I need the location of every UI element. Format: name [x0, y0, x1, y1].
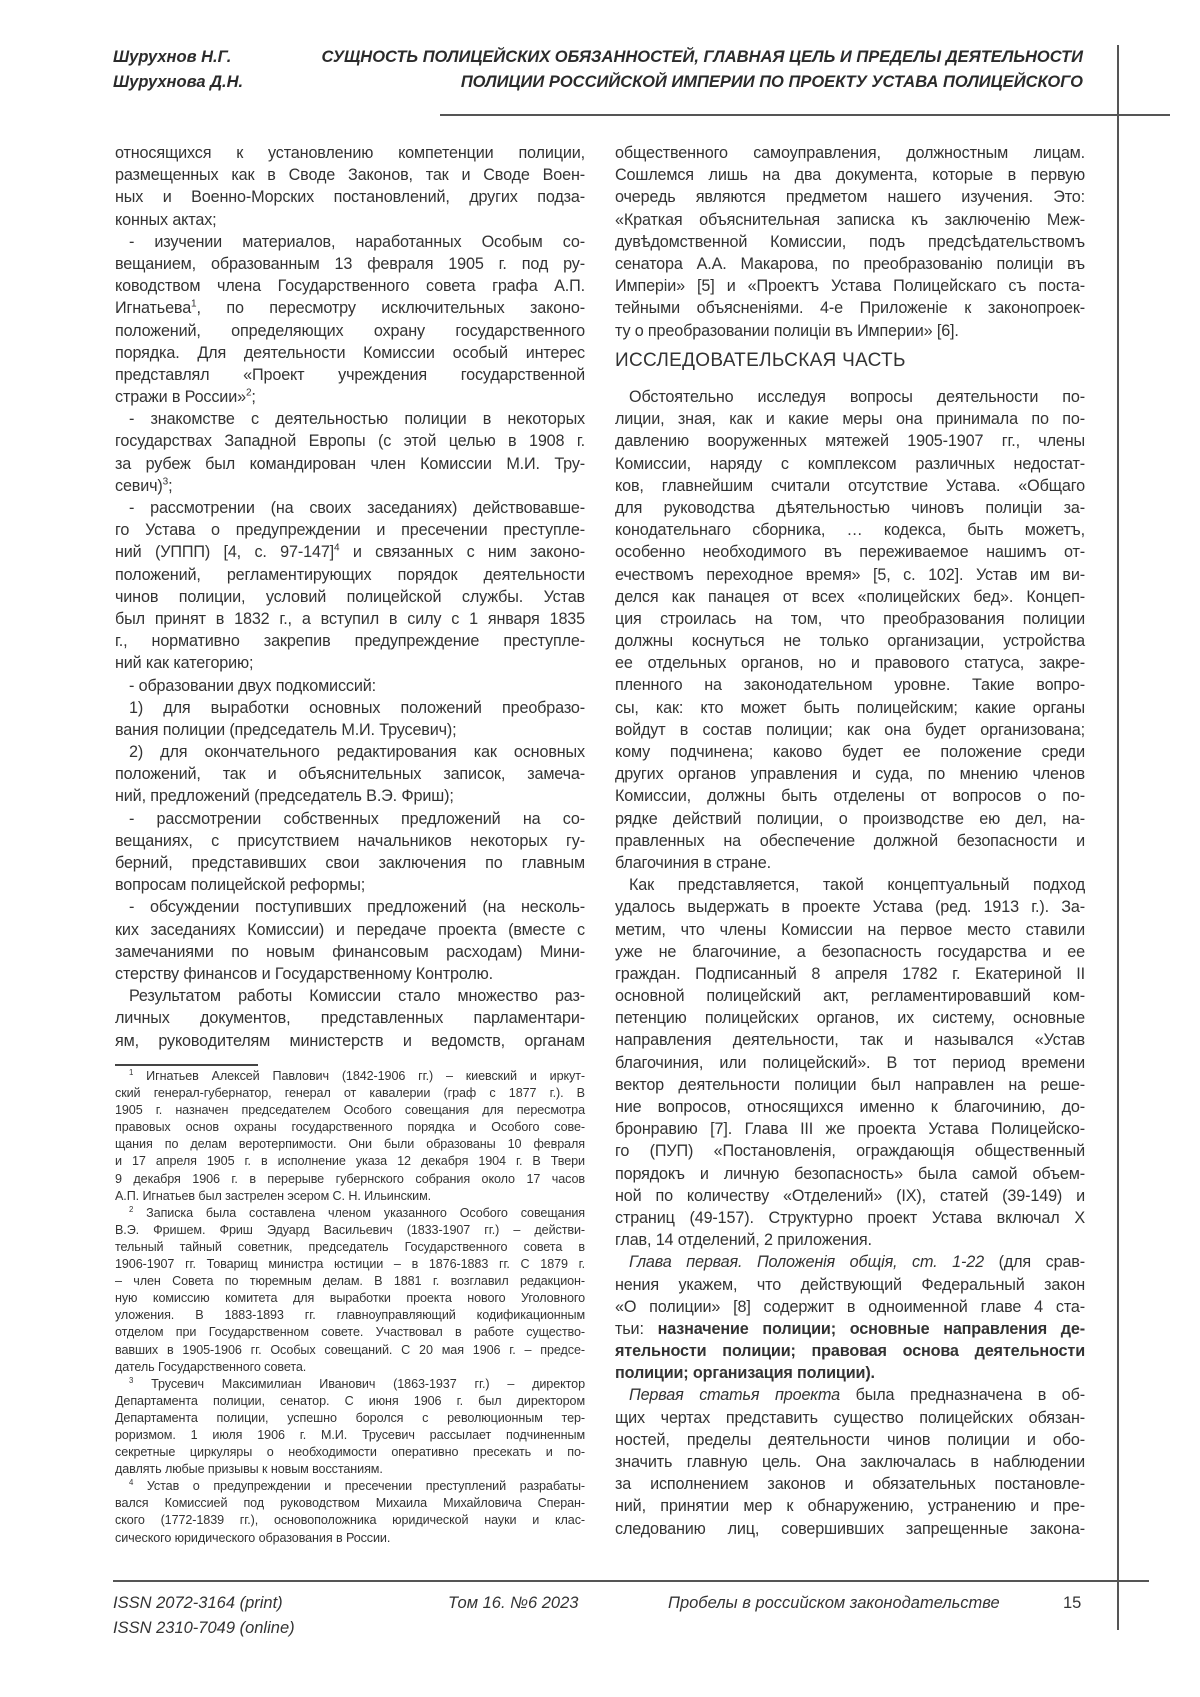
text-line: 1905 г. назначен председателем Особого совещания для пересмотра [115, 1102, 585, 1119]
text-line: основной полицейский акт, регламентировавший ком- [615, 985, 1085, 1007]
text-line: вавших в 1905-1906 гг. Особых совещаний. С 20 мая 1906 г. – предсе- [115, 1342, 585, 1359]
bold-text: ятельности полиции; правовая основа деятельности [615, 1342, 1085, 1360]
text-run: Игнатьев Алексей Павлович (1842-1906 гг.) – киевский и иркут- [133, 1069, 585, 1083]
text-line: правовых основ охраны государственного порядка и Особого сове- [115, 1119, 585, 1136]
text-line: чинов полиции, условий полицейской службы. Устав [115, 586, 585, 608]
text-line: ский генерал-губернатор, генерал от кавалерии (граф с 1877 г.). В [115, 1085, 585, 1102]
footnote-marker: 2 [129, 1205, 133, 1214]
footnotes [115, 1068, 585, 1547]
text-line: А.П. Игнатьев был застрелен эсером С. Н. Ильинским. [115, 1188, 585, 1205]
text-line: вания полиции (председатель М.И. Трусевич); [115, 719, 585, 741]
text-line: должны коснуться не только организации, устройства [615, 630, 1085, 652]
text-line: давлять любые призывы к новым восстаниям. [115, 1461, 585, 1478]
text-line: роризмом. 1 июля 1906 г. М.И. Трусевич рассылает подчиненным [115, 1427, 585, 1444]
text-line: давлению вооруженных мятежей 1905-1907 гг., члены [615, 430, 1085, 452]
text-line: кому подчинена; каково будет ее положение среди [615, 741, 1085, 763]
text-line: вался Комиссией под руководством Михаила Михайловича Сперан- [115, 1495, 585, 1512]
text-line: Комиссии, должны быть отделены от вопросов о по- [615, 785, 1085, 807]
text-line: благочиния в стране. [615, 852, 1085, 874]
text-line: ких заседаниях Комиссии) и передаче проекта (вместе с [115, 919, 585, 941]
text-line: Результатом работы Комиссии стало множество раз- [115, 985, 585, 1007]
right-column-intro [615, 142, 1085, 342]
text-run: тьи: [615, 1320, 658, 1338]
text-line: глав, 14 отделений, 2 приложения. [615, 1229, 1085, 1251]
text-line: делся как панацея от всех «полицейских бед». Концеп- [615, 586, 1085, 608]
text-line: - изучении материалов, наработанных Особым со- [115, 231, 585, 253]
text-line: бронравию [7]. Глава III же проекта Устава Полицейско- [615, 1118, 1085, 1140]
text-line [615, 1384, 1085, 1406]
text-run: севич) [115, 477, 163, 495]
text-line: направления деятельности, так и назывался «Устав [615, 1029, 1085, 1051]
text-line: - рассмотрении (на своих заседаниях) действовавше- [115, 497, 585, 519]
text-line: «О полиции» [8] содержит в одноименной главе 4 ста- [615, 1296, 1085, 1318]
text-line: «Краткая объяснительная записка къ заключенію Меж- [615, 209, 1085, 231]
text-line: уложения. В 1883-1893 гг. главноуправляющий кодификационным [115, 1307, 585, 1324]
text-line: рядке действий полиции, о производстве ею дел, на- [615, 808, 1085, 830]
text-line: лиции, зная, как и какие меры она принимала по по- [615, 408, 1085, 430]
text-line: страниц (49-157). Структурно проект Устава включал X [615, 1207, 1085, 1229]
footnote-marker: 4 [129, 1478, 133, 1487]
text-line: – член Совета по тюремным делам. В 1881 г. возглавил редакцион- [115, 1273, 585, 1290]
text-line: 9 декабря 1906 г. в перерыве губернского собрания около 17 часов [115, 1171, 585, 1188]
bold-text: назначение полиции; основные направления де- [658, 1320, 1085, 1338]
text-line: - рассмотрении собственных предложений на со- [115, 808, 585, 830]
text-line: положений, определяющих охрану государственного [115, 320, 585, 342]
text-line [115, 1376, 585, 1393]
page-number: 15 [1063, 1594, 1081, 1613]
text-line: 1906-1907 гг. Товарищ министра юстиции – в 1876-1883 гг. С 1879 г. [115, 1256, 585, 1273]
text-line [115, 386, 585, 408]
footnote-marker: 1 [191, 299, 196, 310]
text-line: конодательнаго сборника, … кодекса, быть можетъ, [615, 519, 1085, 541]
text-line: общественного самоуправления, должностным лицам. [615, 142, 1085, 164]
text-line: 2) для окончательного редактирования как основных [115, 741, 585, 763]
text-line: очередь являются предметом нашего изучения. Это: [615, 186, 1085, 208]
text-line [615, 1251, 1085, 1273]
text-line: особенно необходимого въ переживаемое нашимъ от- [615, 541, 1085, 563]
footer-journal-title: Пробелы в российском законодательстве [668, 1594, 1000, 1613]
text-line: был принят в 1832 г., а вступил в силу с 1 января 1835 [115, 608, 585, 630]
text-line: пленного на законодательном уровне. Такие вопро- [615, 674, 1085, 696]
text-run: (для срав- [984, 1253, 1085, 1271]
text-line: вопросам полицейской реформы; [115, 874, 585, 896]
text-line: за рубеж был командирован член Комиссии М.И. Тру- [115, 453, 585, 475]
text-line [615, 1362, 1085, 1384]
text-line: Сошлемся лишь на два документа, которые в первую [615, 164, 1085, 186]
running-header-line-2 [113, 73, 1083, 92]
text-line: датель Государственного совета. [115, 1359, 585, 1376]
text-line: дувѣдомственной Комиссии, подъ предсѣдательствомъ [615, 231, 1085, 253]
text-run: Трусевич Максимилиан Иванович (1863-1937 гг.) – директор [133, 1377, 585, 1391]
text-line [115, 1205, 585, 1222]
text-line: следованию лиц, совершивших запрещенные закона- [615, 1518, 1085, 1540]
text-line: секретные циркуляры о необходимости оперативно пресекать и по- [115, 1444, 585, 1461]
text-line [115, 541, 585, 563]
section-heading: ИССЛЕДОВАТЕЛЬСКАЯ ЧАСТЬ [615, 350, 906, 372]
text-line: удалось выдержать в проекте Устава (ред. 1913 г.). За- [615, 896, 1085, 918]
running-header-line-1 [113, 48, 1083, 67]
text-run: ; [168, 477, 172, 495]
text-line: граждан. Подписанный 8 апреля 1782 г. Екатериной II [615, 963, 1085, 985]
text-line: тейными объясненіями. 4-е Приложеніе к законопроек- [615, 297, 1085, 319]
text-line: благочиния, или полицейский». В тот период времени [615, 1052, 1085, 1074]
text-line: Как представляется, такой концептуальный подход [615, 874, 1085, 896]
text-line: 1) для выработки основных положений преобразо- [115, 697, 585, 719]
text-line: относящихся к установлению компетенции полиции, [115, 142, 585, 164]
text-line: Имперіи» [5] и «Проектъ Устава Полицейскаго съ поста- [615, 275, 1085, 297]
text-run: ний (УППП) [4, с. 97-147] [115, 543, 334, 561]
text-line: государствах Западной Европы (с этой целью в 1908 г. [115, 430, 585, 452]
margin-vertical-rule [1117, 45, 1119, 1630]
text-line: В.Э. Фришем. Фриш Эдуард Васильевич (1833-1907 гг.) – действи- [115, 1222, 585, 1239]
text-line: других органов управления и суда, по мнению членов [615, 763, 1085, 785]
text-line: положений, регламентирующих порядок деятельности [115, 564, 585, 586]
text-line: - знакомстве с деятельностью полиции в некоторых [115, 408, 585, 430]
text-line: ту о преобразовании полиціи въ Империи» [6]. [615, 320, 1085, 342]
text-line: ний, предложений (председатель В.Э. Фриш); [115, 785, 585, 807]
text-line: го Устава о предупреждении и пресечении преступле- [115, 519, 585, 541]
bold-text: полиции; организация полиции). [615, 1364, 875, 1382]
text-line: Комиссии, наряду с комплексом различных недостат- [615, 453, 1085, 475]
text-line: ечествомъ переходное время» [5, с. 102]. Устав им ви- [615, 564, 1085, 586]
text-line: ной по количеству «Отделений» (IX), статей (39-149) и [615, 1185, 1085, 1207]
footnote-marker: 1 [129, 1068, 133, 1077]
text-run: Игнатьева [115, 299, 191, 317]
text-line: конных актах; [115, 209, 585, 231]
text-line: войдут в состав полиции; как она будет организована; [615, 719, 1085, 741]
text-line: положений, так и объяснительных записок, замеча- [115, 763, 585, 785]
text-line: ний, принятии мер к обнаружению, устранению и пре- [615, 1495, 1085, 1517]
text-line [615, 1340, 1085, 1362]
text-run: Записка была составлена членом указанного Особого совещания [133, 1206, 585, 1220]
text-line: вещанием, образованным 13 февраля 1905 г. под ру- [115, 253, 585, 275]
text-line: вектор деятельности полиции был направлен на реше- [615, 1074, 1085, 1096]
text-line [615, 1318, 1085, 1340]
footnote-separator [115, 1064, 258, 1066]
text-line [115, 475, 585, 497]
text-line: ний как категорию; [115, 652, 585, 674]
text-line: представлял «Проект учреждения государственной [115, 364, 585, 386]
text-line: личных документов, представленных парламентари- [115, 1007, 585, 1029]
text-line: тельный тайный советник, председатель Государственного совета в [115, 1239, 585, 1256]
text-line: размещенных как в Своде Законов, так и Своде Воен- [115, 164, 585, 186]
text-line: г., нормативно закрепив предупреждение преступле- [115, 630, 585, 652]
text-line [115, 297, 585, 319]
text-line: ков, главнейшим считали отсутствие Устава. «Общаго [615, 475, 1085, 497]
text-line: ководством члена Государственного совета графа А.П. [115, 275, 585, 297]
text-line: сенатора А.А. Макарова, по преобразованію полиціи въ [615, 253, 1085, 275]
text-run: и связанных с ним законо- [339, 543, 585, 561]
text-line [115, 1478, 585, 1495]
footnote-marker: 3 [129, 1376, 133, 1385]
text-line: порядка. Для деятельности Комиссии особый интерес [115, 342, 585, 364]
header-author-1: Шурухнов Н.Г. [113, 48, 231, 67]
text-run: , по пересмотру исключительных законо- [196, 299, 585, 317]
text-line: ных и Военно-Морских постановлений, других подза- [115, 186, 585, 208]
text-line: сического юридического образования в России. [115, 1530, 585, 1547]
right-column-body [615, 386, 1085, 1540]
footer-volume: Том 16. №6 2023 [448, 1594, 578, 1613]
text-line: для руководства дѣятельностью чиновъ полиціи за- [615, 497, 1085, 519]
text-line: уже не благочиние, а безопасность государства и ее [615, 941, 1085, 963]
text-line: Департамента полиции, сенатор. С июня 1906 г. был директором [115, 1393, 585, 1410]
footer-issn-print: ISSN 2072-3164 (print) [113, 1594, 283, 1613]
text-line: метим, что члены Комиссии на первое место ставили [615, 919, 1085, 941]
text-line: ского (1772-1839 гг.), основоположника юридической науки и клас- [115, 1512, 585, 1529]
text-line: нения укажем, что действующий Федеральный закон [615, 1274, 1085, 1296]
text-line: - обсуждении поступивших предложений (на несколь- [115, 896, 585, 918]
text-line: и 17 апреля 1905 г. в исполнение указа 12 декабря 1904 г. В Твери [115, 1153, 585, 1170]
text-run: стражи в России» [115, 388, 246, 406]
text-line: щих чертах представить существо полицейских обязан- [615, 1407, 1085, 1429]
left-column-body [115, 142, 585, 1052]
text-line: ную комиссию комитета для выработки проекта нового Уголовного [115, 1290, 585, 1307]
text-line: порядокъ и личную безопасность» была самой объем- [615, 1163, 1085, 1185]
header-title-line-1: СУЩНОСТЬ ПОЛИЦЕЙСКИХ ОБЯЗАННОСТЕЙ, ГЛАВНАЯ ЦЕЛЬ И ПРЕДЕЛЫ ДЕЯТЕЛЬНОСТИ [322, 48, 1083, 67]
text-line: стерству финансов и Государственному Контролю. [115, 963, 585, 985]
text-line: правленных на обеспечение должной безопасности и [615, 830, 1085, 852]
text-line: го (ПУП) «Постановленія, ограждающія общественный [615, 1140, 1085, 1162]
header-title-line-2: ПОЛИЦИИ РОССИЙСКОЙ ИМПЕРИИ ПО ПРОЕКТУ УСТАВА ПОЛИЦЕЙСКОГО [461, 73, 1083, 92]
italic-text: Глава первая. Положенія общія, ст. 1-22 [629, 1253, 984, 1271]
header-author-2: Шурухнова Д.Н. [113, 73, 243, 92]
text-line: за исполнением законов и обязательных постановле- [615, 1473, 1085, 1495]
text-line: значить главную цель. Она заключалась в наблюдении [615, 1451, 1085, 1473]
text-line [115, 1068, 585, 1085]
text-line: ние вопросов, относящихся именно к благочинию, до- [615, 1096, 1085, 1118]
header-rule [440, 114, 1170, 116]
text-line: сы, как: кто может быть полицейским; какие органы [615, 697, 1085, 719]
text-run: ; [251, 388, 255, 406]
text-line: - образовании двух подкомиссий: [115, 675, 585, 697]
text-line: Департамента полиции, успешно боролся с революционным тер- [115, 1410, 585, 1427]
footnote-marker: 3 [163, 476, 168, 487]
text-line: ностей, пределы деятельности чинов полиции и обо- [615, 1429, 1085, 1451]
footer-rule [113, 1580, 1149, 1582]
italic-text: Первая статья проекта [629, 1386, 840, 1404]
text-line: ция строилась на том, что преобразования полиции [615, 608, 1085, 630]
text-line: ям, руководителям министерств и ведомств, органам [115, 1030, 585, 1052]
footnote-marker: 2 [246, 388, 251, 399]
text-line: замечаниями по новым финансовым расходам) Мини- [115, 941, 585, 963]
text-line: берний, представивших свои заключения по главным [115, 852, 585, 874]
text-line: щания по делам веротерпимости. Они были образованы 10 февраля [115, 1136, 585, 1153]
footnote-marker: 4 [334, 543, 339, 554]
text-line: отделом при Государственном совете. Участвовал в работе существо- [115, 1324, 585, 1341]
footer-issn-online: ISSN 2310-7049 (online) [113, 1619, 295, 1638]
text-run: была предназначена в об- [840, 1386, 1085, 1404]
text-run: Устав о предупреждении и пресечении преступлений разрабаты- [133, 1479, 585, 1493]
text-line: петенцию полицейских органов, их систему, основные [615, 1007, 1085, 1029]
text-line: ее отдельных органов, но и правового статуса, закре- [615, 652, 1085, 674]
text-line: вещаниях, с присутствием начальников некоторых гу- [115, 830, 585, 852]
text-line: Обстоятельно исследуя вопросы деятельности по- [615, 386, 1085, 408]
